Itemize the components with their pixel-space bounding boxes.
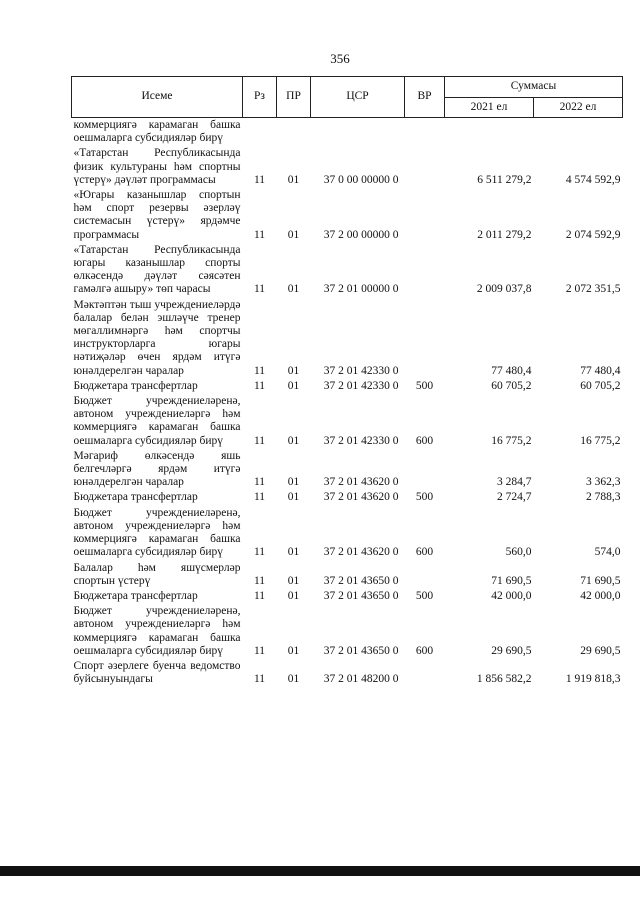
cell-rz: 11: [253, 173, 266, 186]
cell-name: Бюджет учреждениеләренә, автоном учреждениеләргә һәм коммерциягә карамаган башка оешмаларга субсидияләр бирү: [73, 395, 241, 447]
cell-sum-2022: 1 919 818,3: [565, 673, 621, 686]
cell-sum-2021: 2 724,7: [497, 491, 532, 504]
cell-vr: [405, 243, 445, 298]
cell-csr: 37 2 01 48200 0: [323, 673, 399, 686]
cell-csr: 37 2 01 43650 0: [323, 644, 399, 657]
cell-name: «Татарстан Республикасында физик культураны һәм спортны үстерү» дәүләт программасы: [73, 147, 241, 186]
cell-rz: 11: [253, 228, 266, 241]
cell-rz: 11: [253, 283, 266, 296]
cell-sum-2022: 2 788,3: [586, 491, 621, 504]
header-year-2021: 2021 ел: [445, 97, 534, 118]
cell-name: Бюджет учреждениеләренә, автоном учреждениеләргә һәм коммерциягә карамаган башка оешмаларга субсидияләр бирү: [73, 506, 241, 559]
cell-name: Балалар һәм яшүсмерләр спортын үстерү: [73, 561, 241, 587]
table-body: [72, 118, 623, 688]
cell-name: Спорт әзерлеге буенча ведомство буйсынуындагы: [73, 659, 241, 686]
cell-rz: 11: [253, 379, 266, 392]
cell-sum-2022: 2 072 351,5: [565, 283, 621, 296]
cell-pr: 01: [287, 476, 300, 489]
cell-sum-2021: 2 009 037,8: [476, 283, 532, 296]
table-row: [72, 146, 623, 188]
cell-csr: 37 2 00 00000 0: [323, 228, 399, 241]
cell-sum-2021: 60 705,2: [491, 379, 532, 392]
cell-sum-2021: 16 775,2: [491, 434, 532, 447]
cell-pr: [277, 118, 311, 147]
cell-csr: 37 2 01 43620 0: [323, 476, 399, 489]
cell-csr: 37 0 00 00000 0: [323, 173, 399, 186]
cell-sum-2021: 6 511 279,2: [477, 173, 532, 186]
cell-rz: 11: [253, 546, 266, 559]
cell-sum-2022: 77 480,4: [580, 364, 621, 377]
cell-sum-2021: 29 690,5: [491, 644, 532, 657]
cell-csr: 37 2 01 43620 0: [323, 546, 399, 559]
cell-name: «Татарстан Республикасында югары казанышлар спорты өлкәсендә дәүләт сәясәтен гамәлгә ашыру» төп чарасы: [73, 243, 241, 296]
cell-name: коммерциягә карамаган башка оешмаларга субсидияләр бирү: [73, 119, 241, 145]
cell-pr: 01: [287, 491, 300, 504]
cell-sum-2022: 4 574 592,9: [565, 173, 621, 186]
cell-rz: 11: [253, 491, 266, 504]
cell-pr: 01: [287, 434, 300, 447]
cell-sum-2022: 42 000,0: [580, 589, 621, 602]
cell-sum-2022: 71 690,5: [580, 574, 621, 587]
cell-vr: [405, 188, 445, 243]
cell-sum-2021: 3 284,7: [497, 476, 532, 489]
cell-vr: [405, 659, 445, 687]
cell-pr: 01: [287, 283, 300, 296]
cell-csr: [311, 118, 405, 147]
scan-edge-bar: [0, 866, 640, 876]
cell-csr: 37 2 01 43650 0: [323, 589, 399, 602]
cell-name: Бюджет учреждениеләренә, автоном учреждениеләргә һәм коммерциягә карамаган башка оешмаларга субсидияләр бирү: [73, 605, 241, 657]
budget-table: [71, 76, 623, 687]
table-row: [72, 394, 623, 449]
cell-sum-2021: 1 856 582,2: [476, 673, 532, 686]
cell-name: Бюджетара трансфертлар: [73, 379, 198, 392]
table-row: [72, 659, 623, 687]
cell-vr: 500: [415, 589, 434, 602]
cell-vr: [405, 146, 445, 188]
cell-pr: 01: [287, 379, 300, 392]
table-row: [72, 490, 623, 505]
cell-pr: 01: [287, 574, 300, 587]
cell-name: «Югары казанышлар спортын һәм спорт резервы әзерләү системасын үстерү» ярдәмче программасы: [73, 189, 241, 241]
table-row: [72, 118, 623, 147]
cell-pr: 01: [287, 173, 300, 186]
cell-csr: 37 2 01 42330 0: [323, 364, 399, 377]
cell-csr: 37 2 01 43650 0: [323, 574, 399, 587]
header-vr: ВР: [405, 77, 445, 118]
cell-sum-2022: 29 690,5: [580, 644, 621, 657]
table-row: [72, 449, 623, 491]
cell-pr: 01: [287, 644, 300, 657]
cell-rz: 11: [253, 574, 266, 587]
cell-vr: 500: [415, 379, 434, 392]
page-number: 356: [330, 51, 350, 66]
cell-vr: 600: [415, 644, 434, 657]
cell-name: Бюджетара трансфертлар: [73, 491, 198, 504]
table-row: [72, 506, 623, 561]
cell-pr: 01: [287, 589, 300, 602]
cell-pr: 01: [287, 546, 300, 559]
cell-rz: 11: [253, 644, 266, 657]
cell-rz: 11: [253, 364, 266, 377]
cell-sum-2021: [445, 118, 534, 147]
table-row: [72, 243, 623, 298]
cell-vr: [405, 298, 445, 379]
cell-vr: 600: [415, 434, 434, 447]
table-row: [72, 604, 623, 659]
cell-pr: 01: [287, 673, 300, 686]
budget-table-container: [71, 76, 622, 687]
cell-sum-2022: 2 074 592,9: [565, 228, 621, 241]
cell-csr: 37 2 01 42330 0: [323, 379, 399, 392]
header-year-2022: 2022 ел: [534, 97, 623, 118]
table-row: [72, 561, 623, 589]
cell-rz: 11: [253, 434, 266, 447]
cell-vr: [405, 118, 445, 147]
cell-sum-2022: 16 775,2: [580, 434, 621, 447]
cell-sum-2021: 42 000,0: [491, 589, 532, 602]
cell-rz: [243, 118, 277, 147]
header-sums: Суммасы: [445, 77, 623, 98]
cell-vr: [405, 561, 445, 589]
cell-sum-2021: 560,0: [505, 546, 532, 559]
cell-pr: 01: [287, 228, 300, 241]
cell-name: Бюджетара трансфертлар: [73, 589, 198, 602]
header-pr: ПР: [277, 77, 311, 118]
cell-sum-2021: 71 690,5: [491, 574, 532, 587]
cell-csr: 37 2 01 42330 0: [323, 434, 399, 447]
header-name: Исеме: [72, 77, 243, 118]
header-csr: ЦСР: [311, 77, 405, 118]
table-row: [72, 589, 623, 604]
cell-name: Мәктәптән тыш учреждениеләрдә балалар белән эшләүче тренер мөгаллимнәргә һәм спортчы инструкторларга югары нәтиҗәләр өчен ярдәм итүгә юнәлдерелгән чаралар: [73, 298, 241, 377]
cell-csr: 37 2 01 00000 0: [323, 283, 399, 296]
cell-sum-2022: 574,0: [594, 546, 621, 559]
header-rz: Рз: [243, 77, 277, 118]
table-header: [72, 77, 623, 118]
cell-vr: 500: [415, 491, 434, 504]
table-row: [72, 298, 623, 379]
cell-sum-2022: 3 362,3: [586, 476, 621, 489]
cell-sum-2021: 2 011 279,2: [477, 228, 532, 241]
cell-rz: 11: [253, 476, 266, 489]
table-row: [72, 188, 623, 243]
table-row: [72, 379, 623, 394]
cell-vr: [405, 449, 445, 491]
cell-sum-2022: [534, 118, 623, 147]
cell-rz: 11: [253, 589, 266, 602]
cell-csr: 37 2 01 43620 0: [323, 491, 399, 504]
cell-sum-2021: 77 480,4: [491, 364, 532, 377]
cell-vr: 600: [415, 546, 434, 559]
cell-name: Мәгариф өлкәсендә яшь белгечләргә ярдәм итүгә юнәлдерелгән чаралар: [73, 449, 241, 489]
cell-rz: 11: [253, 673, 266, 686]
cell-pr: 01: [287, 364, 300, 377]
cell-sum-2022: 60 705,2: [580, 379, 621, 392]
